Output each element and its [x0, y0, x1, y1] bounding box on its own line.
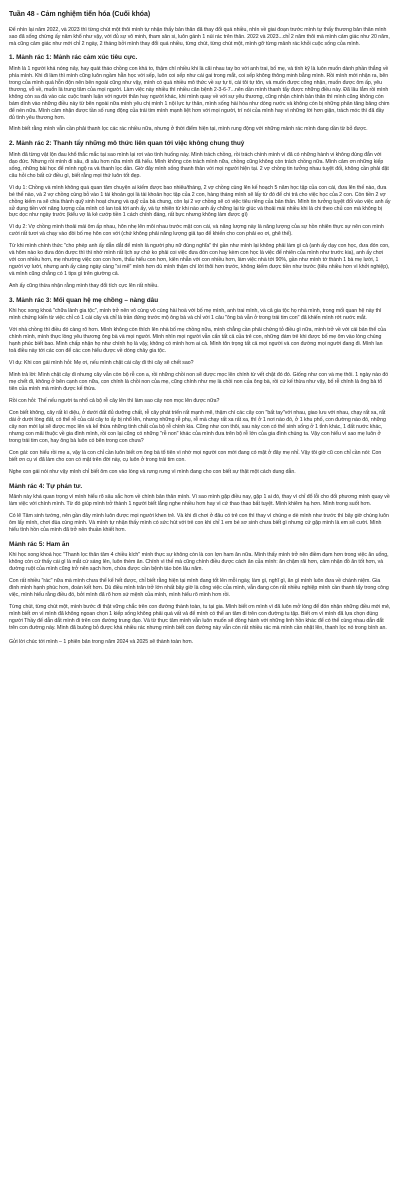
section-paragraph: Ví dụ 2: Vợ chồng mình thoải mái ôm ấp nhau, hôn nhẹ lên môi nhau trước mặt con cái, và năng lượng này là năng lượng của sự hồn nhiên thực sự nên con mình cười rất tươi và chạy vào đòi bố mẹ hôn con với (chứ không phải năng lượng giả tạo để khiến cho con phải eo ơi, ghê thế).	[9, 224, 384, 238]
section-title: Mảnh rác 5: Ham ăn	[9, 540, 70, 548]
section-paragraph: Ví dụ: Khi con gái mình hỏi: Mẹ ơi, nếu mình chặt cái cây đi thì cây sẽ chết sao?	[9, 360, 194, 367]
section-title: 2. Mảnh rác 2: Thanh tẩy những mô thức liên quan tới việc không chung thuỷ	[9, 140, 245, 148]
section-paragraph: Mình là 1 người khá nóng nảy, hay quát tháo chồng con khá to, thậm chí nhiều khi là cãi nhau tay bo với anh trai, bố mẹ, và tính kỹ là luôn muốn dành phần thắng về phía mình. Khi đi làm thì mình cũng luôn ngầm hằn học với sếp, luôn coi sếp như cái gai trong mắt, coi sếp không thông minh bằng mình. Rồi mình mới nhận ra, bên trong của mình quá hỗn độn nên bên ngoài cũng như vậy, mình có quá nhiều mô thức về sự tự ti, cái tôi tự tôn, và muốn được công nhận, muốn được ôm ấp, yêu thương, vỗ về, muốn là trung tâm của mọi người. Làm việc này nhiều thì nhiều căn bệnh 2-3-6-7...nên dần mình thanh tẩy được những điều này. Đã lâu lắm rồi mình không còn sa đà vào các cuộc tranh luận với người thân hay người khác, khi mình quay về với sự yêu thương, cũng nhận chính bản thân thì mình cũng không còn bám dính vào những điều này từ bên ngoài nữa mình yêu chị mình 1 nội lực tự thân, mình sống hài hòa như dòng nước và không còn bị những phân tăng bâng chim để nén nữa. Mình cảm nhận được tần số rung động của trái tim mình mạnh liệt hơn với mọi người, trí nói của mình hay vì những lời hơn giận, trách móc thì đã đầy đủ tình yêu thương hơn.	[9, 65, 390, 121]
section-title: 3. Mảnh rác 3: Mối quan hệ mẹ chồng – nàng dâu	[9, 297, 159, 305]
intro-paragraph: Để nhìn lại năm 2022, và 2023 thì từng chút một thôi mình tự nhận thấy bản thân đã thay đổi quá nhiều, nhìn về giai đoạn trước mình tự thấy thương bản thân mình sao đã sống chừng ấy năm khổ như vậy, với đủ sự vô minh, tham sân si, luôn gánh 1 núi rác trên thân. 2022 và 2023...chỉ 2 năm thôi mà mình cảm giác như 20 năm, mà cũng cảm giác như mới chỉ 2 ngày, 2 tháng bởi mình thay đổi quá nhiều, từng chút, từng chút một, mình gỡ từng mảnh rác khỏi cuộc sống của mình.	[9, 26, 390, 47]
section-5	[9, 541, 391, 632]
section-paragraph: Mình đã từng vật lộn đau khổ thắc mắc tại sao mình lại rơi vào tình huống này. Mình trách chồng, rồi trách chính mình vì đã có những hành vi không đúng đắn với đạo đức. Nhưng rồi mình đi sâu, đi sâu hơn nữa mình đã hiểu. Mình không còn trách mình nữa, chồng cũng không còn trách chồng nữa. Mình cảm ơn những kiếp sống, những bài học để mình ngộ ra và thanh lọc dần. Giờ đây mình sống thanh thản với mọi người hiện tại. 2 vợ chồng tin tưởng nhau tuyệt đối, không cần phải đặt câu hỏi cho bất cứ điều gì, biết rằng mọi thứ luôn tốt đẹp.	[9, 151, 389, 179]
section-paragraph: Khi học xong khoá học "Thanh lọc thân tâm 4 chiều kích" mình thực sự không còn là con lợn ham ăn nữa. Mình thấy mình trở nên điềm đạm hơn trong việc ăn uống, không còn cứ thấy cái gì là mắt cứ sáng lên, luôn thèm ăn. Chính vì thế mà cũng chính điều được cách ăn của mình: ăn chậm rãi hơn, cảm nhận đồ ăn tốt hơn, và đường ruột của mình cũng trở nên sạch hơn, chứa được cần bệnh táo bón lâu năm.	[9, 552, 389, 573]
section-paragraph: Có lẽ Tâm sinh tướng, nên gần đây mình luôn được mọi người khen trẻ. Và khi đi chơi ở đâu có trẻ con thì thay vì chúng e dè mình như trước thì bây giờ chúng luôn ôm lấy mình, chơi đùa cùng mình. Và mình tự nhận thấy mình có sức hút với trẻ con khi chỉ 1 em bé sơ sinh chưa biết gì nhưng cứ gặp mình là em sẽ cười. Mình hiểu tình hồn của mình đã trở nên thuần khiết hơn.	[9, 512, 389, 533]
section-paragraph: Mình biết rằng mình vẫn cần phải thanh lọc các rác nhiều nữa, nhưng ở thời điểm hiện tại, mình rung động với những mảnh rác mình đang dần từ bỏ được.	[9, 126, 368, 133]
section-1	[9, 54, 391, 133]
section-paragraph: Con gái: con hiểu rồi mẹ a, vậy là con chỉ cần luôn biết ơn ông bà tổ tiên vì nhờ mọi người con mới đang có mặt ở đây mẹ nhỉ. Vậy tôi giờ cũ con chỉ cần nói: Con biết ơn cụ vì đã làm cho con có mặt trên đời này, cụ luôn ở trong trái tim con.	[9, 449, 382, 463]
section-paragraph: Anh ấy cũng thừa nhận rằng mình thay đổi tích cực lên rất nhiều.	[9, 283, 159, 290]
closing-paragraph: Gửi lời chúc tới mình – 1 phiên bản trong năm 2024 và 2025 sẽ thành toàn hơn.	[9, 638, 194, 645]
section-paragraph: Mảnh này khá quan trọng vì mình hiểu rõ sâu sắc hơn về chính bản thân mình. Vì sao mình gặp điều nay, gặp 1 ai đó, thay vì chỉ đổ lỗi cho đối phương mình quay về làm việc với chính mình. Từ đó giúp mình trở thành 1 người biết lắng nghe nhiều hơn hay vì cứ thao thao bất tuyệt. Mình khiêm hạ hơn. Mình trong suốt hơn.	[9, 493, 390, 507]
section-paragraph: Từ khi mình chính thức "cho phép anh ấy dẫn dắt để mình là người phụ nữ đúng nghĩa" thì gần như mình lại không phải làm gì cả (anh ấy dạy con học, đưa đón con, và hôm nào ko đưa đón được thì thì nhờ mình rất lịch sự chứ ko phải coi việc đưa đón con hay kèm con học là việc để nhiên của mình như trước kia), anh ấy chơi với con nhiều hơn, mẹ nhường việc con con hơn, thấu hiểu con hơn, kiên nhẫn với con nhiều hơn, làm việc nhà tới 90%, gần như mình tớ thành 1 bà mẹ lười, 1 người vợ lười, nhưng anh ấy càng ngày càng "si mê" mình hơn dù mình thậm chí lời thôi hơn trước, không kiếm được tiền như trước (tiêu nhiều hơn vì khởi nghiệp), và mình cũng chẳng có 1 tips gì trên giường cả.	[9, 243, 390, 278]
section-paragraph: Từng chút, từng chút một, mình bước đi thật vững chắc trên con đường thành toàn, tu tại gia. Mình biết ơn mình vì đã luôn mở lòng để đón nhận những điều mới mẻ, mình biết ơn vì mình đã không ngoan chọn 1 kiếp sống không phải quá vất vả để mình có thể an tâm đi trên con đường tu tập. Biết ơn vì mình đã lựa chọn đúng người Thầy để dẫn dắt mình đi trên con đường trung đạo. Và từ thực tâm mình vẫn luôn muốn sẽ đồng hành với những linh hồn khác để có thể cùng nhau dẫn dắt trên con đường này. Mình đã buông bỏ được khá nhiều rác nhưng mình biết con đường này vẫn còn rất nhiều rác mà mình cần nhặt lên, thanh lọc nó trong bình an.	[9, 603, 391, 631]
section-3	[9, 297, 391, 476]
section-title: Mảnh rác 4: Tự phán tư.	[9, 482, 83, 490]
section-title: 1. Mảnh rác 1: Mảnh rác cảm xúc tiêu cực.	[9, 54, 138, 62]
section-paragraph: Ví dụ 1: Chồng và mình không quá quan tâm chuyện ai kiếm được bao nhiêu/tháng, 2 vợ chồng cùng lên kế hoạch 5 năm học tập của con cái, đưa lên thế nào, đưa bé thế nào, và 2 vợ chồng cùng bỏ vào 1 tài khoản gọi là tài khoản học tập của 2 con, hàng tháng mình sẽ lấy từ đó để chi trả cho việc học của 2 con. Còn tiền 2 vợ chồng kiếm ra sẽ chia thành quỹ sinh hoạt chung và quỹ của bà chung, còn lại 2 vợ chồng sẽ có việc tiêu riêng của bản thân. Mình tin tưởng tuyệt đối vào việc anh ấy sử dụng tiền với năng lượng của mình có lan toả tới anh ấy, và tự nhiên từ khi nào anh ấy chững lại từ giúc và thoải mái nhiều khi là chi theo chủ con mà không bị bực dọc như ngày trước (kiểu vợ là kẻ cướp tiền 1 cách chính đáng, rất bực nhưng không làm được gì)	[9, 184, 391, 219]
section-4	[9, 483, 391, 534]
section-paragraph: Con rất nhiều "rác" nữa mà mình chưa thể kể hết được, chỉ biết rằng hiện tại mình đang tốt lên mỗi ngày, làm gì, nghĩ gì, ăn gì mình luôn đưa về chánh niệm. Gia đình mình hạnh phúc hơn, đoàn kết hơn. Dù điều mình trăn trở lớn nhất bây giờ là công việc của mình, vẫn đang còn rất nhiều nghiệp mình cần thanh tẩy trong công việc, mình hiểu rằng điều đó, bởi mình đã rõ hơn sứ mệnh của mình, mình hiểu rõ mình hơn rồi.	[9, 578, 389, 598]
section-paragraph: Mình trả lời: Mình chặt cây đi nhưng cây vẫn còn bộ rễ con a, rồi những chồi non sẽ được mọc lên chính từ vết chặt đó đó. Giống như con và mẹ thôi. 1 ngày nào đó mẹ chết đi, không ở bên cạnh con nữa, con chính là chồi non của mẹ, cũng chính như mẹ là chồi non của ông bà, rồi cứ kế thừa như vậy, bố rễ chính là ông bà tổ tiên của mình mà mình được kế thừa.	[9, 372, 389, 393]
section-paragraph: Nghe con gái nói như vậy mình chỉ biết ôm con vào lòng và rưng rưng vì mình đang cho con biết sự thật một cách dung dẫn.	[9, 468, 296, 475]
section-2	[9, 140, 391, 290]
section-paragraph: Khi học xong khoá "chữa lành gia tộc", mình trở nên vô cùng vô cùng hài hoà với bố mẹ mình, anh trai mình, và cả gia tộc họ nhà mình, trong mối quan hệ này thì mình chứng kiến từ việc chỉ có 1 cái cây và chỉ là trần đứng trước mộ ông bà và chỉ với 1 câu "ông bà vẫn ở trong trái tim con" đã khiến mình rớt nước mắt.	[9, 308, 382, 322]
document-title: Tuần 48 - Cảm nghiệm tiến hóa (Cuối khóa)	[9, 11, 151, 18]
section-paragraph: Với nhà chồng thì điều đó càng rõ hơn. Mình không còn thích lên nhà bố mẹ chồng nữa, mình chẳng cần phải chứng tỏ điều gì nữa, mình trở về với cái bản thể của chính mình, mình thực lòng yêu thương ông bà và mọi người. Mình nhìn mọi người vẫn cẩn tất cả của trẻ con, những đám trẻ khi được bố mẹ ôm vào lòng chúng hạnh phúc biết bao. Mình chấp nhận họ như chính họ là vậy, không có mình hơn ai cả. Mình tôn trọng tất cả mọi người và con đường mọi người đang đi. Mình lan toả điều này tới các con để các con hiểu được về dòng chảy gia tộc.	[9, 327, 387, 355]
section-paragraph: Con biết không, cây rất kì diệu, ở dưới đất đủ dưỡng chất, rễ cây phát triển rất mạnh mẽ, thậm chí các cây con "bất tay"với nhau, giao lưu với nhau, chạy rất xa, rất dài ở dưới lòng đất, có thể rễ của cái cây to ấy bị nhổ lên, nhưng những rễ phụ, rễ mà chạy rất xa rất xa, thì ở 1 nơi nào đó, ở 1 khu phố, con đường nào đó, những cây non mới lại sẽ được mọc lên và kế thừa những tinh chất của bộ rễ chính kia. Cũng như con thôi, sau này con có thể sinh sống ở 1 tỉnh khác, 1 đất nước khác, nhưng con mãi thuộc về gia đình mình, rồi con lại cũng có những "rễ non" khác của mình đưa trên bộ rễ lớn của gia đình chúng ta. Vậy con hiểu vì sao mẹ luôn ở trong trái tim con, hay ông bà luôn có bên trong con chưa?	[9, 409, 386, 444]
section-paragraph: Rồi con hỏi: Thế nếu người ta nhổ cả bộ rễ cây lên thì làm sao cây non mọc lên được nữa?	[9, 397, 220, 404]
